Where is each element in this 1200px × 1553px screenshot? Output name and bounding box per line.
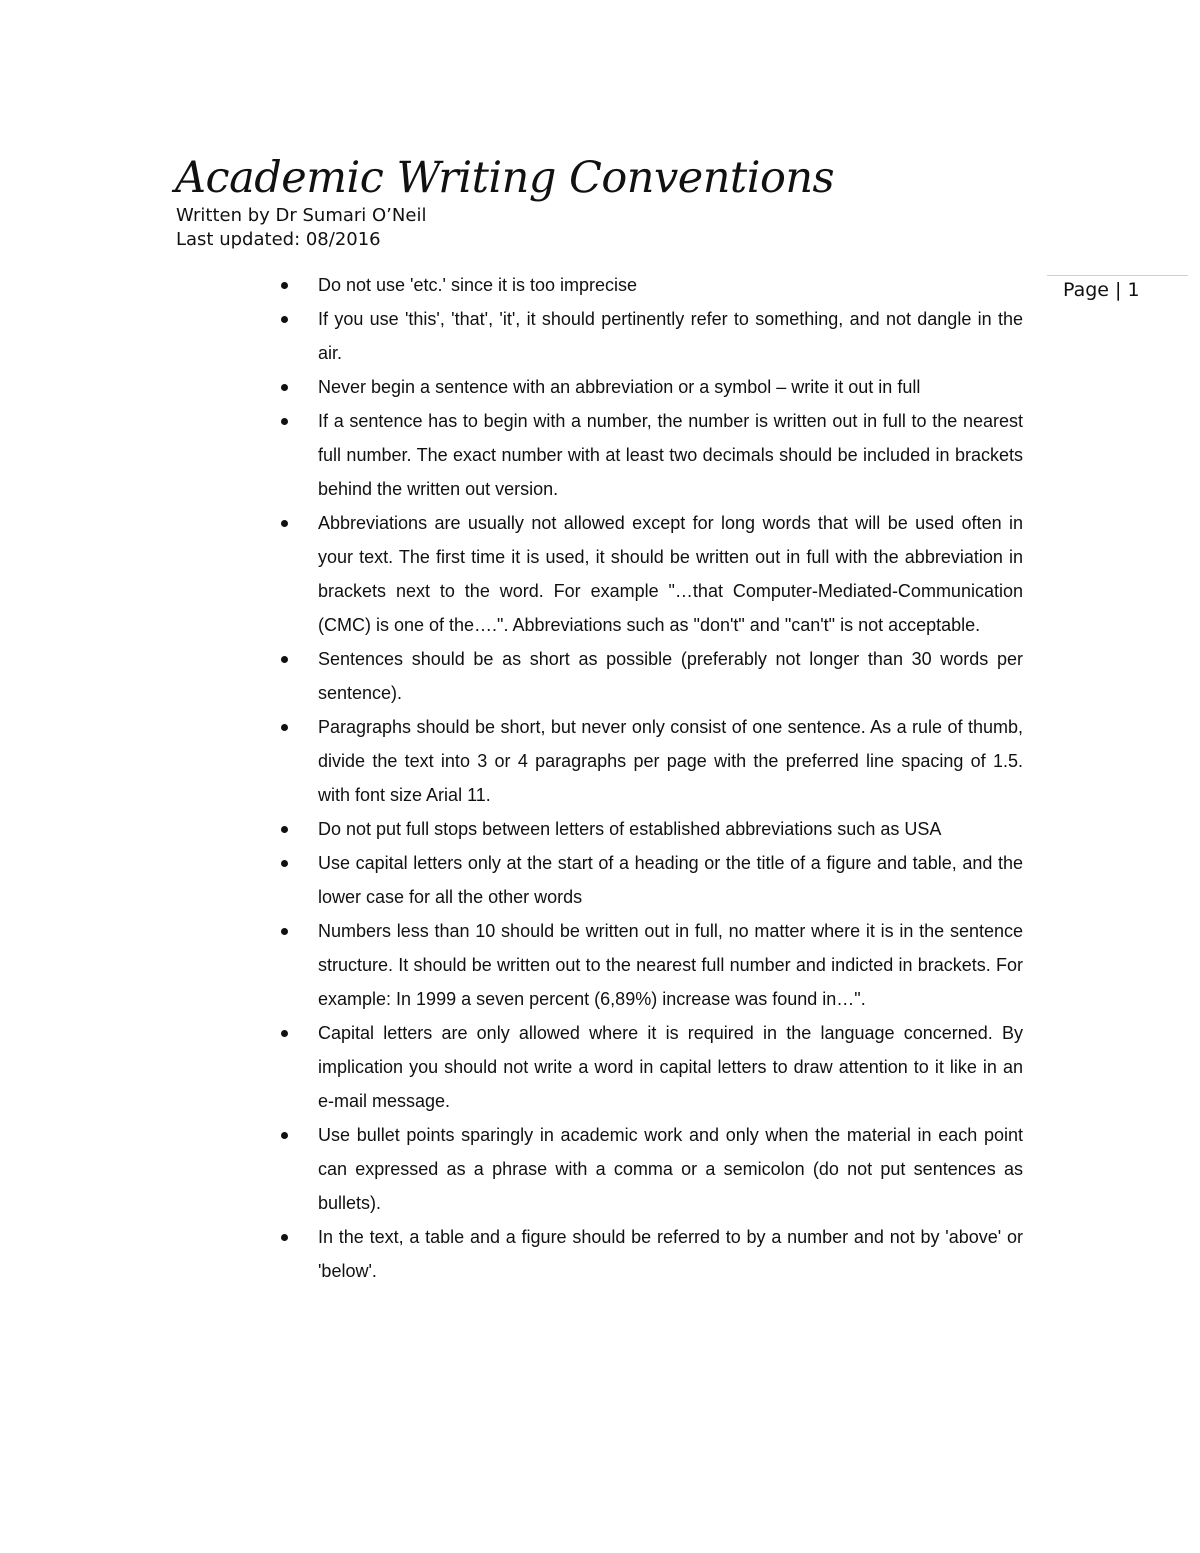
- bullet-icon: [281, 724, 288, 731]
- bullet-icon: [281, 1030, 288, 1037]
- list-item-text: If a sentence has to begin with a number, the number is written out in full to the nearest full number. The exact number with at least two decimals should be included in brackets behind the written out version.: [318, 411, 1023, 499]
- margin-divider: [1047, 275, 1188, 276]
- bullet-icon: [281, 826, 288, 833]
- bullet-icon: [281, 1234, 288, 1241]
- list-item: [273, 404, 1023, 506]
- list-item-text: Abbreviations are usually not allowed except for long words that will be used often in your text. The first time it is used, it should be written out in full with the abbreviation in brackets next to the word. For example "…that Computer-Mediated-Communication (CMC) is one of the….". Abbreviations such as "don't" and "can't" is not acceptable.: [318, 513, 1023, 635]
- list-item: [273, 370, 1023, 404]
- list-item-text: Never begin a sentence with an abbreviation or a symbol – write it out in full: [318, 377, 921, 397]
- list-item-text: Use bullet points sparingly in academic work and only when the material in each point can expressed as a phrase with a comma or a semicolon (do not put sentences as bullets).: [318, 1125, 1023, 1213]
- last-updated-line: Last updated: 08/2016: [176, 229, 381, 250]
- bullet-icon: [281, 860, 288, 867]
- list-item: [273, 1118, 1023, 1220]
- list-item-text: In the text, a table and a figure should be referred to by a number and not by 'above' or 'below'.: [318, 1227, 1023, 1281]
- list-item: [273, 1016, 1023, 1118]
- bullet-icon: [281, 282, 288, 289]
- list-item-text: Numbers less than 10 should be written out in full, no matter where it is in the sentence structure. It should be written out to the nearest full number and indicted in brackets. For example: In 1999 a seven percent (6,89%) increase was found in…".: [318, 921, 1023, 1009]
- page-number-label: Page | 1: [1063, 279, 1140, 301]
- document-title: Academic Writing Conventions: [175, 153, 835, 203]
- list-item: [273, 268, 1023, 302]
- list-item-text: Capital letters are only allowed where it is required in the language concerned. By implication you should not write a word in capital letters to draw attention to it like in an e-mail message.: [318, 1023, 1023, 1111]
- list-item: [273, 1220, 1023, 1288]
- bullet-icon: [281, 520, 288, 527]
- bullet-icon: [281, 928, 288, 935]
- bullet-icon: [281, 384, 288, 391]
- list-item: [273, 642, 1023, 710]
- list-item-text: If you use 'this', 'that', 'it', it should pertinently refer to something, and not dangle in the air.: [318, 309, 1023, 363]
- list-item: [273, 812, 1023, 846]
- bullet-icon: [281, 316, 288, 323]
- list-item: [273, 914, 1023, 1016]
- list-item: [273, 710, 1023, 812]
- list-item-text: Paragraphs should be short, but never only consist of one sentence. As a rule of thumb, divide the text into 3 or 4 paragraphs per page with the preferred line spacing of 1.5. with font size Arial 11.: [318, 717, 1023, 805]
- bullet-icon: [281, 656, 288, 663]
- bullet-icon: [281, 418, 288, 425]
- list-item: [273, 846, 1023, 914]
- author-line: Written by Dr Sumari O’Neil: [176, 205, 427, 226]
- list-item: [273, 506, 1023, 642]
- list-item-text: Do not use 'etc.' since it is too imprecise: [318, 275, 638, 295]
- list-item-text: Use capital letters only at the start of a heading or the title of a figure and table, and the lower case for all the other words: [318, 853, 1023, 907]
- list-item: [273, 302, 1023, 370]
- list-item-text: Do not put full stops between letters of established abbreviations such as USA: [318, 819, 942, 839]
- list-item-text: Sentences should be as short as possible (preferably not longer than 30 words per sentence).: [318, 649, 1023, 703]
- bullet-icon: [281, 1132, 288, 1139]
- conventions-list: [273, 268, 1023, 1288]
